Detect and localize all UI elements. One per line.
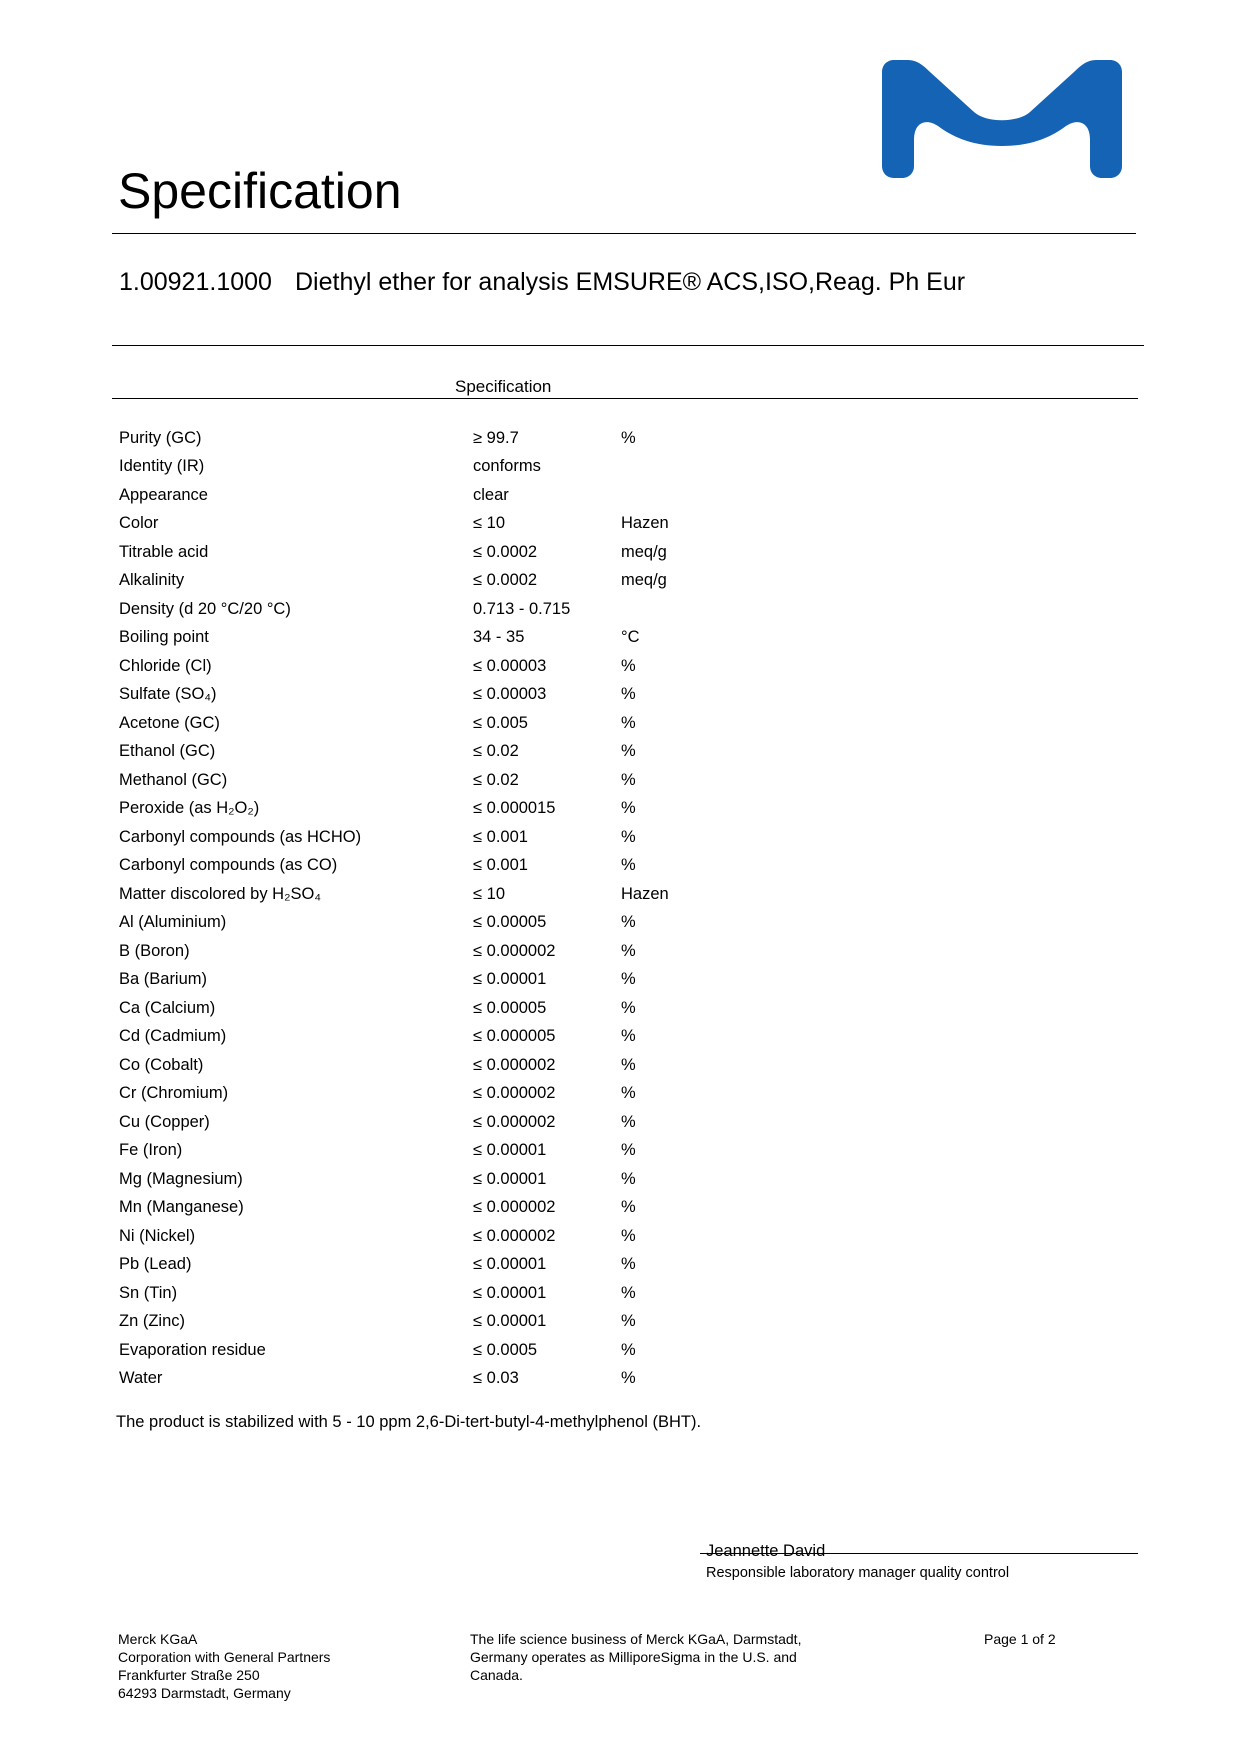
table-row (119, 1279, 741, 1308)
table-row (119, 795, 741, 824)
spec-name: Carbonyl compounds (as CO) (119, 856, 338, 875)
spec-value: ≤ 0.00001 (473, 1141, 547, 1160)
product-divider (112, 345, 1144, 346)
spec-value: ≤ 0.00001 (473, 970, 547, 989)
spec-value: ≤ 0.000002 (473, 941, 556, 960)
spec-unit (621, 453, 741, 482)
table-row (119, 481, 741, 510)
product-line (119, 268, 965, 297)
spec-name: Cd (Cadmium) (119, 1027, 227, 1046)
table-row (119, 909, 741, 938)
signer-role: Responsible laboratory manager quality control (706, 1565, 1010, 1581)
table-row (119, 1194, 741, 1223)
table-row (119, 1023, 741, 1052)
spec-unit: % (621, 1112, 636, 1131)
spec-name: Carbonyl compounds (as HCHO) (119, 827, 362, 846)
spec-unit: % (621, 1226, 636, 1245)
table-row (119, 595, 741, 624)
spec-unit: % (621, 1169, 636, 1188)
table-row (119, 1251, 741, 1280)
table-row (119, 738, 741, 767)
spec-unit (621, 481, 741, 510)
spec-name: Identity (IR) (119, 457, 205, 476)
spec-unit: % (621, 856, 636, 875)
signature-line (700, 1553, 1138, 1554)
footer-company-line: Corporation with General Partners (118, 1649, 331, 1665)
table-row (119, 624, 741, 653)
footer-notice-line: Canada. (470, 1667, 523, 1683)
spec-unit: % (621, 913, 636, 932)
table-row (119, 1108, 741, 1137)
table-header-divider (112, 398, 1138, 399)
spec-name: Co (Cobalt) (119, 1055, 204, 1074)
spec-unit: % (621, 1312, 636, 1331)
spec-unit: % (621, 970, 636, 989)
spec-name: Water (119, 1369, 163, 1388)
merck-logo (882, 60, 1122, 178)
spec-name: B (Boron) (119, 941, 190, 960)
spec-unit: % (621, 799, 636, 818)
spec-value: ≤ 0.00001 (473, 1255, 547, 1274)
page-title: Specification (118, 163, 402, 219)
table-row (119, 1165, 741, 1194)
spec-value: ≥ 99.7 (473, 428, 519, 447)
spec-name: Peroxide (as H₂O₂) (119, 799, 260, 818)
spec-name: Titrable acid (119, 542, 209, 561)
footer-company-line: Merck KGaA (118, 1631, 198, 1647)
spec-value: ≤ 0.001 (473, 827, 528, 846)
table-row (119, 453, 741, 482)
spec-unit: % (621, 742, 636, 761)
spec-name: Mg (Magnesium) (119, 1169, 243, 1188)
spec-value: ≤ 0.0005 (473, 1340, 538, 1359)
spec-value: ≤ 0.00003 (473, 656, 547, 675)
product-name: Diethyl ether for analysis EMSURE® ACS,ISO,Reag. Ph Eur (295, 268, 966, 296)
spec-unit: Hazen (621, 884, 669, 903)
footer-notice-line: The life science business of Merck KGaA, Darmstadt, (470, 1631, 802, 1647)
table-row (119, 681, 741, 710)
spec-unit: % (621, 1255, 636, 1274)
spec-unit: meq/g (621, 571, 667, 590)
spec-value: ≤ 10 (473, 514, 505, 533)
stabilizer-note: The product is stabilized with 5 - 10 ppm 2,6-Di-tert-butyl-4-methylphenol (BHT). (116, 1413, 702, 1431)
spec-unit: % (621, 1027, 636, 1046)
spec-unit: % (621, 1198, 636, 1217)
logo-m-shape (882, 60, 1122, 178)
spec-unit: % (621, 428, 636, 447)
spec-name: Appearance (119, 485, 208, 504)
page-number: Page 1 of 2 (984, 1631, 1056, 1647)
table-row (119, 1336, 741, 1365)
spec-name: Methanol (GC) (119, 770, 228, 789)
spec-name: Ba (Barium) (119, 970, 208, 989)
spec-unit: % (621, 685, 636, 704)
table-row (119, 766, 741, 795)
table-row (119, 852, 741, 881)
spec-value: ≤ 0.00005 (473, 998, 547, 1017)
spec-value: ≤ 0.000002 (473, 1198, 556, 1217)
footer-company (118, 1630, 330, 1702)
spec-name: Cr (Chromium) (119, 1084, 229, 1103)
spec-unit: % (621, 1084, 636, 1103)
table-row (119, 937, 741, 966)
product-code: 1.00921.1000 (119, 268, 272, 296)
spec-value: ≤ 0.000015 (473, 799, 556, 818)
spec-unit: % (621, 998, 636, 1017)
spec-unit: % (621, 1141, 636, 1160)
spec-value: ≤ 0.000002 (473, 1084, 556, 1103)
table-row (119, 966, 741, 995)
spec-unit: % (621, 770, 636, 789)
table-row (119, 538, 741, 567)
spec-value: ≤ 0.000005 (473, 1027, 556, 1046)
spec-unit: % (621, 656, 636, 675)
spec-name: Cu (Copper) (119, 1112, 210, 1131)
spec-value: ≤ 0.00001 (473, 1312, 547, 1331)
spec-unit: meq/g (621, 542, 667, 561)
spec-name: Purity (GC) (119, 428, 202, 447)
table-row (119, 823, 741, 852)
table-row (119, 1080, 741, 1109)
table-row (119, 424, 741, 453)
table-row (119, 1051, 741, 1080)
spec-value: ≤ 0.03 (473, 1369, 519, 1388)
footer-notice (470, 1630, 801, 1684)
spec-unit: °C (621, 628, 640, 647)
table-row (119, 880, 741, 909)
spec-value: ≤ 0.02 (473, 770, 519, 789)
table-row (119, 1308, 741, 1337)
table-row (119, 1137, 741, 1166)
spec-name: Alkalinity (119, 571, 185, 590)
spec-value: ≤ 0.0002 (473, 542, 538, 561)
spec-name: Ni (Nickel) (119, 1226, 196, 1245)
spec-unit: % (621, 1340, 636, 1359)
spec-name: Sn (Tin) (119, 1283, 178, 1302)
spec-name: Evaporation residue (119, 1340, 266, 1359)
spec-name: Sulfate (SO₄) (119, 685, 217, 704)
spec-unit: % (621, 1055, 636, 1074)
spec-unit: % (621, 713, 636, 732)
spec-name: Matter discolored by H₂SO₄ (119, 884, 322, 903)
specification-table (119, 424, 741, 1393)
spec-value: clear (473, 485, 509, 504)
spec-name: Color (119, 514, 159, 533)
spec-value: ≤ 0.00003 (473, 685, 547, 704)
footer-notice-line: Germany operates as MilliporeSigma in the U.S. and (470, 1649, 797, 1665)
spec-name: Ethanol (GC) (119, 742, 216, 761)
spec-value: ≤ 0.00001 (473, 1283, 547, 1302)
spec-value: 34 - 35 (473, 628, 525, 647)
table-row (119, 1222, 741, 1251)
spec-name: Ca (Calcium) (119, 998, 216, 1017)
spec-unit: % (621, 941, 636, 960)
table-row (119, 510, 741, 539)
footer-company-line: 64293 Darmstadt, Germany (118, 1685, 291, 1701)
signer-name: Jeannette David (706, 1542, 826, 1560)
spec-value: ≤ 0.02 (473, 742, 519, 761)
spec-value: ≤ 0.00001 (473, 1169, 547, 1188)
spec-unit: % (621, 1369, 636, 1388)
spec-unit: Hazen (621, 514, 669, 533)
footer-company-line: Frankfurter Straße 250 (118, 1667, 260, 1683)
table-row (119, 567, 741, 596)
table-row (119, 709, 741, 738)
table-row (119, 652, 741, 681)
spec-name: Acetone (GC) (119, 713, 220, 732)
spec-name: Al (Aluminium) (119, 913, 227, 932)
spec-value: 0.713 - 0.715 (473, 599, 571, 618)
specification-column-header: Specification (455, 377, 552, 396)
spec-value: ≤ 0.000002 (473, 1055, 556, 1074)
table-row (119, 994, 741, 1023)
spec-value: ≤ 0.00005 (473, 913, 547, 932)
table-row (119, 1365, 741, 1394)
spec-name: Fe (Iron) (119, 1141, 183, 1160)
spec-value: ≤ 0.000002 (473, 1112, 556, 1131)
spec-value: ≤ 0.001 (473, 856, 528, 875)
spec-value: ≤ 0.000002 (473, 1226, 556, 1245)
spec-unit: % (621, 827, 636, 846)
spec-name: Boiling point (119, 628, 209, 647)
spec-unit (621, 595, 741, 624)
spec-name: Mn (Manganese) (119, 1198, 244, 1217)
spec-unit: % (621, 1283, 636, 1302)
spec-value: ≤ 0.005 (473, 713, 528, 732)
spec-name: Zn (Zinc) (119, 1312, 185, 1331)
spec-value: conforms (473, 457, 541, 476)
title-divider (112, 233, 1136, 234)
spec-value: ≤ 0.0002 (473, 571, 538, 590)
spec-value: ≤ 10 (473, 884, 505, 903)
spec-name: Density (d 20 °C/20 °C) (119, 599, 291, 618)
spec-name: Chloride (Cl) (119, 656, 212, 675)
spec-name: Pb (Lead) (119, 1255, 192, 1274)
